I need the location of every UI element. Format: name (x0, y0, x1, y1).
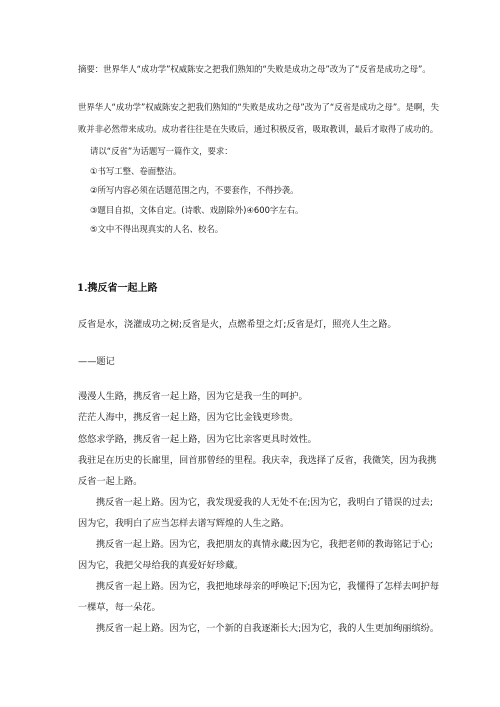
essay-line-1: 漫漫人生路，携反省一起上路，因为它是我一生的呵护。 (78, 391, 308, 402)
abstract-text: 摘要：世界华人“成功学”权威陈安之把我们熟知的“失败是成功之母”改为了“反省是成功之母”。 (78, 64, 431, 74)
essay-line-10: 携反省一起上路。因为它，我把地球母亲的呼唤记下;因为它，我懂得了怎样去呵护每 (96, 581, 440, 592)
essay-line-3: 悠悠求学路，携反省一起上路，因为它比亲客更具时效性。 (78, 434, 317, 445)
essay-line-6: 携反省一起上路。因为它，我发现爱我的人无处不在;因为它，我明白了错误的过去; (96, 497, 433, 508)
essay-line-7: 因为它，我明白了应当怎样去谱写辉煌的人生之路。 (78, 518, 290, 529)
requirement-1: ①书写工整、卷面整洁。 (90, 166, 182, 176)
essay-line-2: 茫茫人海中，携反省一起上路，因为它比金钱更珍贵。 (78, 412, 299, 423)
essay-epigraph-note: ——题记 (78, 356, 115, 367)
essay-epigraph: 反省是水，浇灌成功之树;反省是火，点燃希望之灯;反省是灯，照亮人生之路。 (78, 319, 397, 330)
requirement-4: ⑤文中不得出现真实的人名、校名。 (90, 224, 224, 234)
requirement-3: ③题目自拟，文体自定。(诗歌、戏剧除外)④600字左右。 (90, 205, 304, 215)
essay-line-9: 因为它，我把父母给我的真爱好好珍藏。 (78, 560, 244, 571)
essay-line-8: 携反省一起上路。因为它，我把朋友的真情永藏;因为它，我把老师的教诲铭记于心; (96, 539, 433, 550)
essay-line-5: 反省一起上路。 (78, 476, 143, 487)
essay-title: 1.携反省一起上路 (77, 283, 158, 294)
requirement-2: ②所写内容必须在话题范围之内，不要套作，不得抄袭。 (90, 185, 299, 195)
essay-line-4: 我驻足在历史的长廊里，回首那曾经的里程。我庆幸，我选择了反省，我微笑，因为我携 (78, 455, 437, 466)
intro-line-1: 世界华人“成功学”权威陈安之把我们熟知的“失败是成功之母”改为了“反省是成功之母”。是啊，失 (78, 102, 440, 112)
essay-line-12: 携反省一起上路。因为它，一个新的自我逐渐长大;因为它，我的人生更加绚丽缤纷。 (96, 623, 440, 634)
intro-line-2: 败并非必然带来成功。成功者往往是在失败后，通过积极反省，吸取教训，最后才取得了成功的。 (78, 124, 439, 134)
essay-line-11: 一棵草，每一朵花。 (78, 602, 161, 613)
prompt-text: 请以“反省”为话题写一篇作文，要求： (90, 146, 233, 156)
